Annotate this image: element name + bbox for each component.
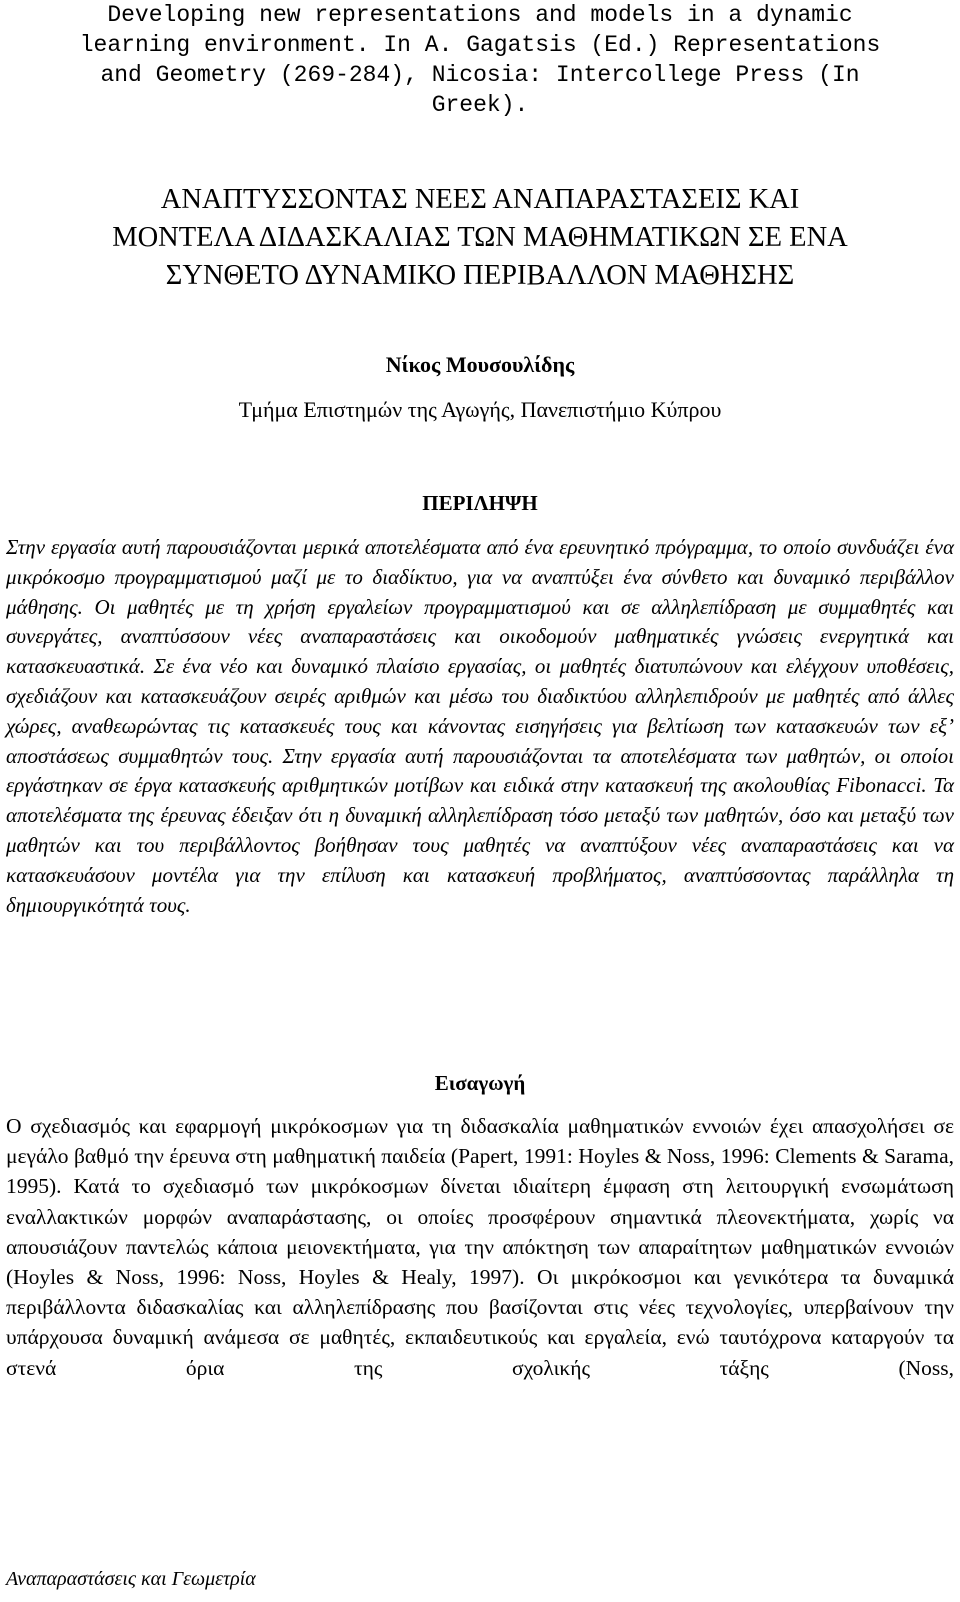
author-affiliation: Τμήμα Επιστημών της Αγωγής, Πανεπιστήμιο Κύπρου (238, 397, 722, 422)
introduction-heading: Εισαγωγή (434, 1071, 526, 1095)
introduction-text: Ο σχεδιασμός και εφαρμογή μικρόκοσμων για τη διδασκαλία μαθηματικών εννοιών έχει απασχολήσει σε μεγάλο βαθμό την έρευνα στη μαθηματική παιδεία (Papert, 1991: Hoyles & Noss, 1996: Clements & Sarama, 1995). Κατά το σχεδιασμό των μικρόκοσμων δίνεται ιδιαίτερη έμφαση στη λειτουργική ενσωμάτωση εναλλακτικών μορφών αναπαράστασης, οι οποίες προσφέρουν σημαντικά πλεονεκτήματα, χωρίς να απουσιάζουν παντελώς κάποια μειονεκτήματα, για την απόκτηση των απαραίτητων μαθηματικών εννοιών (Hoyles & Noss, 1996: Noss, Hoyles & Healy, 1997). Οι μικρόκοσμοι και γενικότερα τα δυναμικά περιβάλλοντα διδασκαλίας και αλληλεπίδρασης που βασίζονται στις νέες τεχνολογίες, υπερβαίνουν την υπάρχουσα δυναμική ανάμεσα σε μαθητές, εκπαιδευτικούς και εργαλεία, ενώ ταυτόχρονα καταργούν τα στενά όρια της σχολικής τάξης (Noss, (6, 1114, 954, 1380)
page-footer: Αναπαραστάσεις και Γεωμετρία (6, 1568, 256, 1590)
paper-title: ΑΝΑΠΤΥΣΣΟΝΤΑΣ ΝΕΕΣ ΑΝΑΠΑΡΑΣΤΑΣΕΙΣ ΚΑΙ ΜΟΝΤΕΛΑ ΔΙΔΑΣΚΑΛΙΑΣ ΤΩΝ ΜΑΘΗΜΑΤΙΚΩΝ ΣΕ ΕΝΑ ΣΥΝΘΕΤΟ ΔΥΝΑΜΙΚΟ ΠΕΡΙΒΑΛΛΟΝ ΜΑΘΗΣΗΣ (112, 184, 848, 291)
author-name: Νίκος Μουσουλίδης (385, 352, 575, 377)
abstract-heading: ΠΕΡΙΛΗΨΗ (422, 491, 538, 515)
citation: Developing new representations and models in a dynamic learning environment. In A. Gagatsis (Ed.) Representations and Geometry (269-284), Nicosia: Intercollege Press (In Greek). (79, 2, 881, 118)
abstract-text: Στην εργασία αυτή παρουσιάζονται μερικά αποτελέσματα από ένα ερευνητικό πρόγραμμα, το οποίο συνδυάζει ένα μικρόκοσμο προγραμματισμού μαζί με το διαδίκτυο, για να αναπτύξει ένα σύνθετο και δυναμικό περιβάλλον μάθησης. Οι μαθητές με τη χρήση εργαλείων προγραμματισμού και σε αλληλεπίδραση με συμμαθητές και συνεργάτες, αναπτύσσουν νέες αναπαραστάσεις και οικοδομούν μαθηματικές γνώσεις ενεργητικά και κατασκευαστικά. Σε ένα νέο και δυναμικό πλαίσιο εργασίας, οι μαθητές διατυπώνουν και ελέγχουν υποθέσεις, σχεδιάζουν και κατασκευάζουν σειρές αριθμών και μέσω του διαδικτύου αλληλεπιδρούν με μαθητές από άλλες χώρες, αναθεωρώντας τις κατασκευές τους και κάνοντας εισηγήσεις για βελτίωση των κατασκευών των εξ’ αποστάσεως συμμαθητών τους. Στην εργασία αυτή παρουσιάζονται τα αποτελέσματα των μαθητών, οι οποίοι εργάστηκαν σε έργα κατασκευής αριθμητικών μοτίβων και ειδικά στην κατασκευή της ακολουθίας Fibonacci. Τα αποτελέσματα της έρευνας έδειξαν ότι η δυναμική αλληλεπίδραση τόσο μεταξύ των μαθητών, όσο και μεταξύ των μαθητών και του περιβάλλοντος βοήθησαν τους μαθητές να αναπτύξουν νέες αναπαραστάσεις και να κατασκευάσουν μοντέλα για την επίλυση και κατασκευή προβλήματος, αναπτύσσοντας παράλληλα τη δημιουργικότητά τους. (6, 535, 954, 917)
